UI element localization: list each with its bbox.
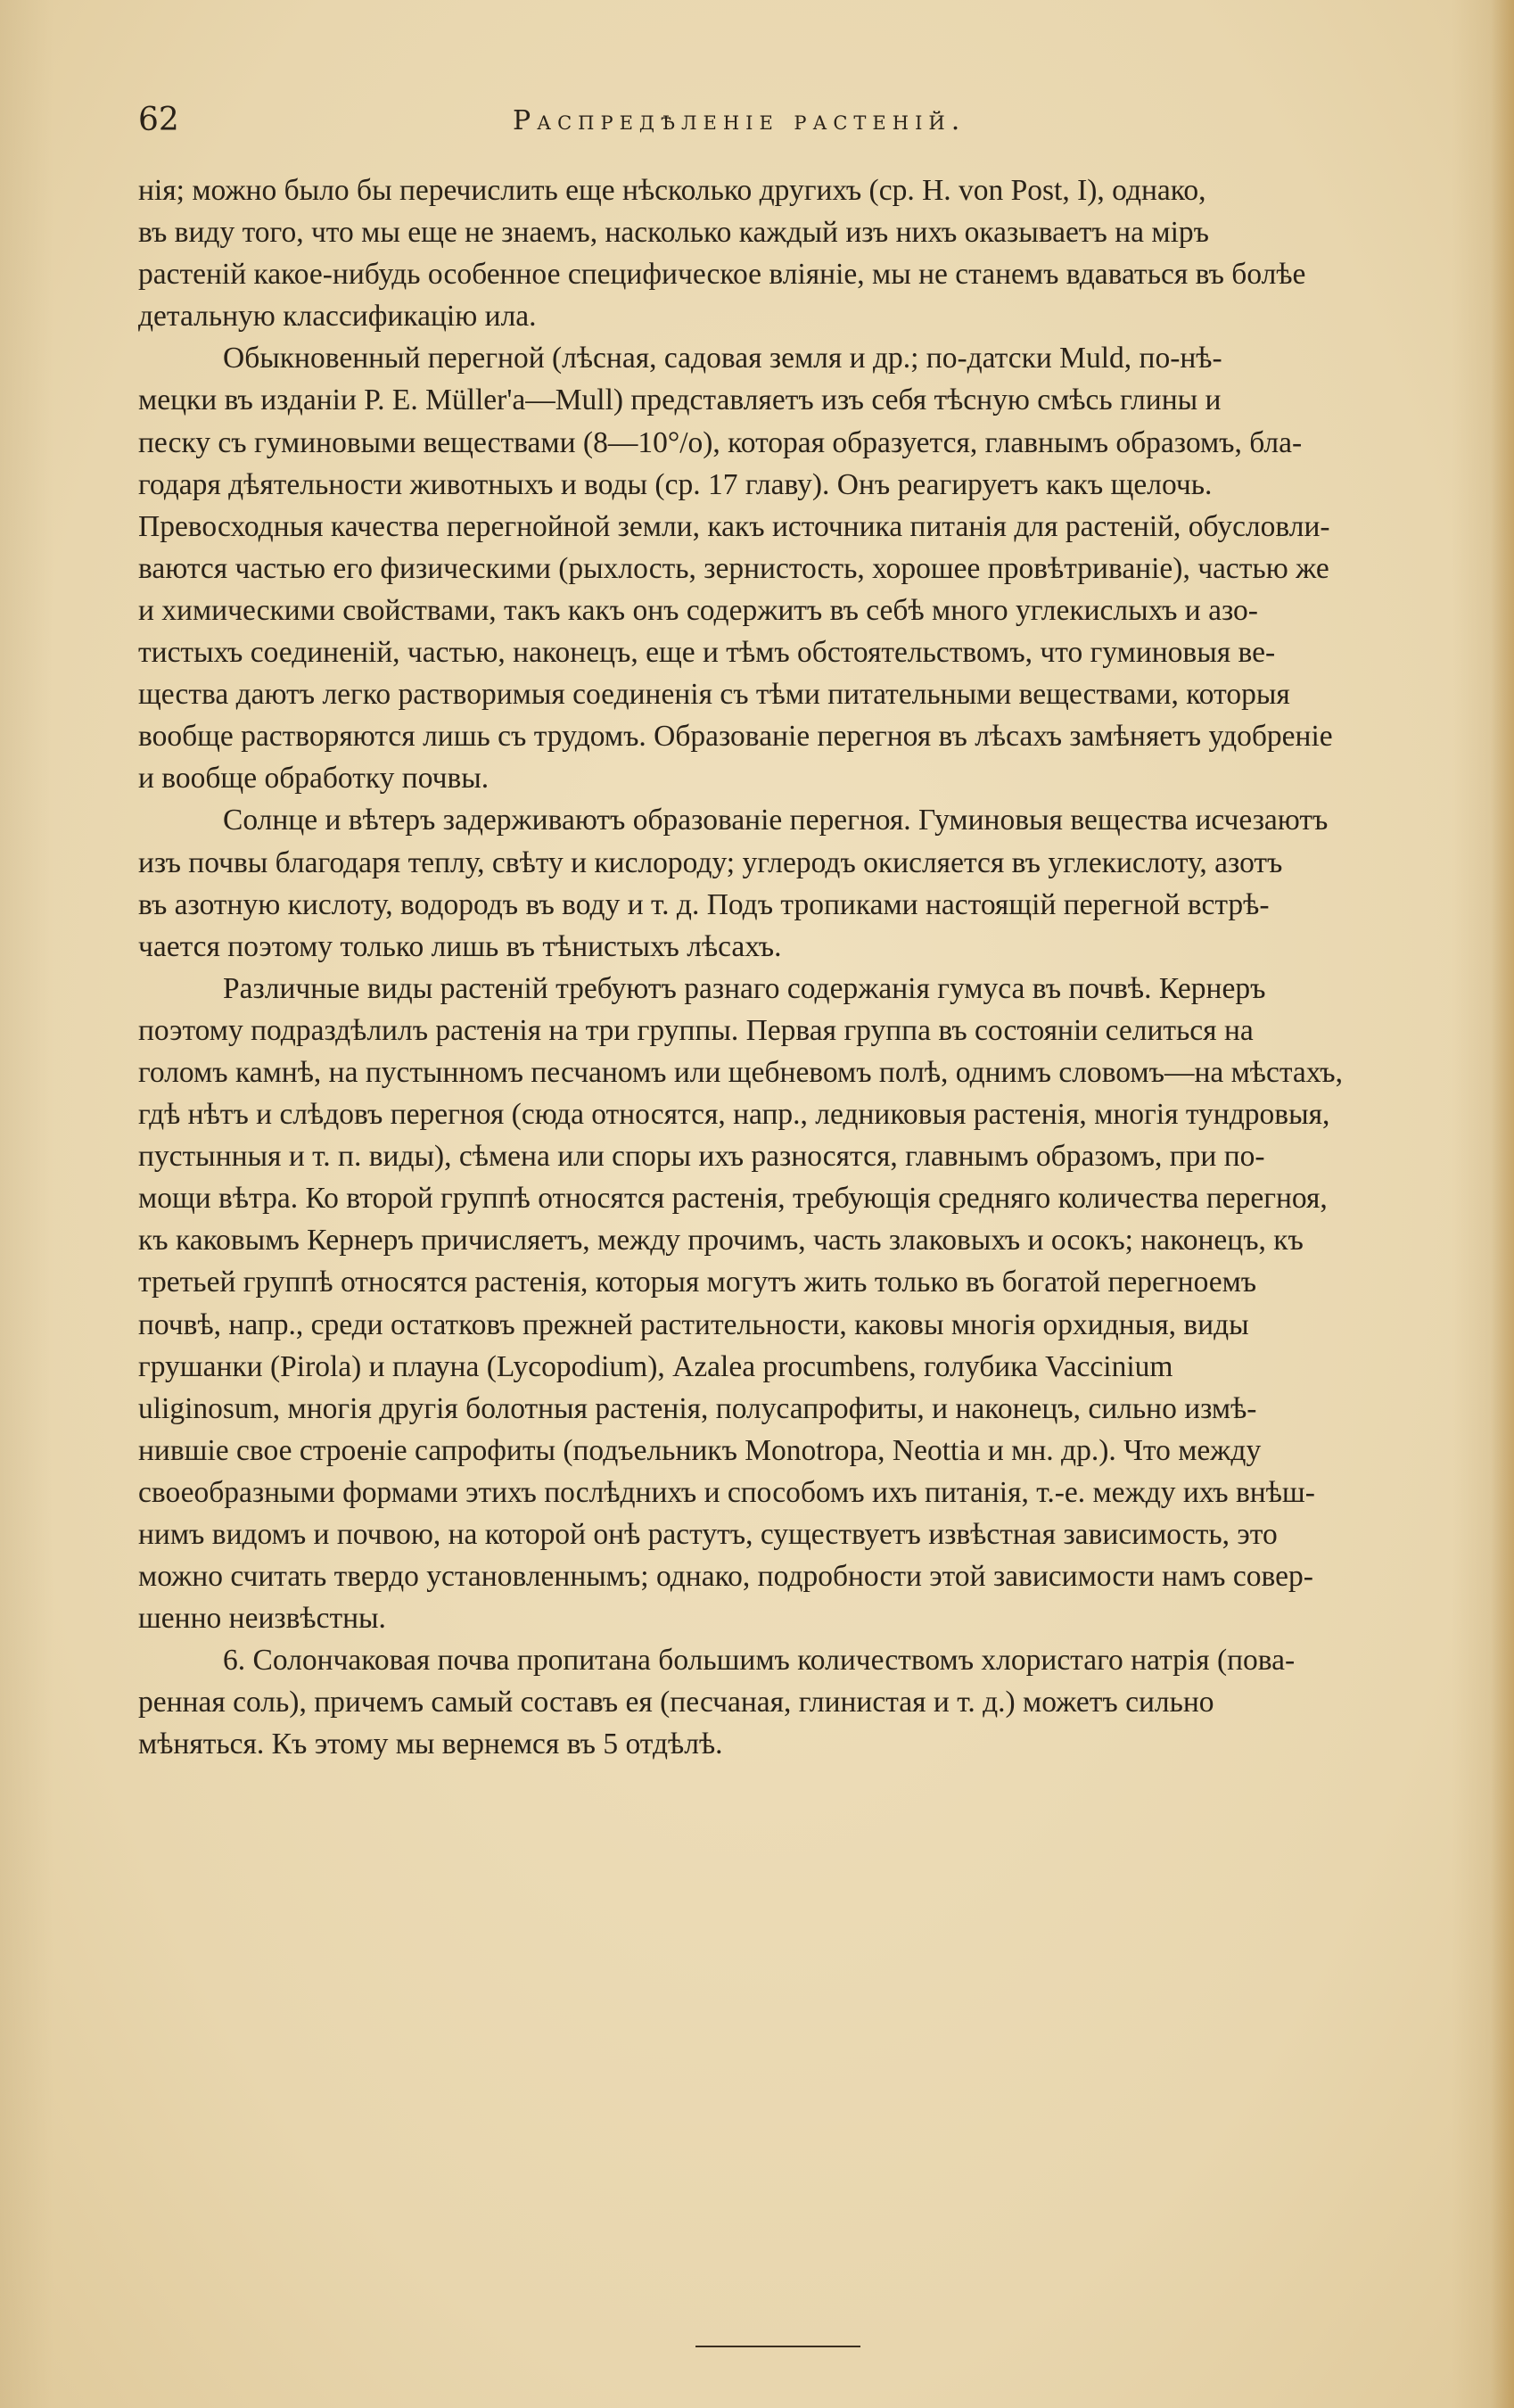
paragraph-humus: Обыкновенный перегной (лѣсная, садовая земля и др.; по-датски Muld, по-нѣ- мецки въ изданіи P. E. Müller'а—Mull) представляетъ изъ себя тѣсную смѣсь глины и песку съ гуминовыми веществами (8—10°/o), которая образуется, главнымъ образомъ, бла- годаря дѣятельности животныхъ и воды (ср. 17 главу). Онъ реагируетъ какъ щелочь. Превосходныя качества перегнойной земли, какъ источника питанія для растеній, обусловли- ваются частью его физическими (рыхлость, зернистость, хорошее провѣтриваніе), частью же и химическими свойствами, такъ какъ онъ содержитъ въ себѣ много углекислыхъ и азо- тистыхъ соединеній, частью, наконецъ, еще и тѣмъ обстоятельствомъ, что гуминовыя ве- щества даютъ легко растворимыя соединенія съ тѣми питательными веществами, которыя вообще растворяются лишь съ трудомъ. Образованіе перегноя въ лѣсахъ замѣняетъ удобреніе и вообще обработку почвы. <box>138 342 1333 796</box>
paragraph-kerner-groups: Различные виды растеній требуютъ разнаго содержанія гумуса въ почвѣ. Кернеръ поэтому подраздѣлилъ растенія на три группы. Первая группа въ состояніи селиться на голомъ камнѣ, на пустынномъ песчаномъ или щебневомъ полѣ, однимъ словомъ—на мѣстахъ, гдѣ нѣтъ и слѣдовъ перегноя (сюда относятся, напр., ледниковыя растенія, многія тундровыя, пустынныя и т. п. виды), сѣмена или споры ихъ разносятся, главнымъ образомъ, при по- мощи вѣтра. Ко второй группѣ относятся растенія, требующія средняго количества перегноя, къ каковымъ Кернеръ причисляетъ, между прочимъ, часть злаковыхъ и осокъ; наконецъ, къ третьей группѣ относятся растенія, которыя могутъ жить только въ богатой перегноемъ почвѣ, напр., среди остатковъ прежней растительности, каковы многія орхидныя, виды грушанки (Pirola) и плауна (Lycopodium), Azalea procumbens, голубика Vaccinium uliginosum, многія другія болотныя растенія, полусапрофиты, и наконецъ, сильно измѣ- нившіе свое строеніе сапрофиты (подъельникъ Monotropa, Neottia и мн. др.). Что между своеобразными формами этихъ послѣднихъ и способомъ ихъ питанія, т.-е. между ихъ внѣш- нимъ видомъ и почвою, на которой онѣ растутъ, существуетъ извѣстная зависимость, это можно считать твердо установленнымъ; однако, подробности этой зависимости намъ совер- шенно неизвѣстны. <box>138 971 1343 1636</box>
paragraph-silt-continuation: нія; можно было бы перечислить еще нѣсколько другихъ (ср. H. von Post, I), однако, въ виду того, что мы еще не знаемъ, насколько каждый изъ нихъ оказываетъ на міръ растеній какое-нибудь особенное специфическое вліяніе, мы не станемъ вдаваться въ болѣе детальную классификацію ила. <box>138 174 1306 334</box>
page-header <box>138 96 1427 150</box>
section-end-rule <box>695 2346 860 2347</box>
paragraph-sun-and-wind: Солнце и вѣтеръ задерживаютъ образованіе перегноя. Гуминовыя вещества исчезаютъ изъ почвы благодаря теплу, свѣту и кислороду; углеродъ окисляется въ углекислоту, азотъ въ азотную кислоту, водородъ въ воду и т. д. Подъ тропиками настоящій перегной встрѣ- чается поэтому только лишь въ тѣнистыхъ лѣсахъ. <box>138 804 1329 963</box>
paragraph-saline-soil: 6. Солончаковая почва пропитана большимъ количествомъ хлористаго натрія (пова- ренная соль), причемъ самый составъ ея (песчаная, глинистая и т. д.) можетъ сильно мѣняться. Къ этому мы вернемся въ 5 отдѣлѣ. <box>138 1644 1296 1761</box>
page-number: 62 <box>138 102 179 138</box>
page-edge-shadow <box>1491 0 1514 2408</box>
running-title: Распредѣленіе растеній. <box>513 105 967 136</box>
body-text <box>138 169 1418 1766</box>
